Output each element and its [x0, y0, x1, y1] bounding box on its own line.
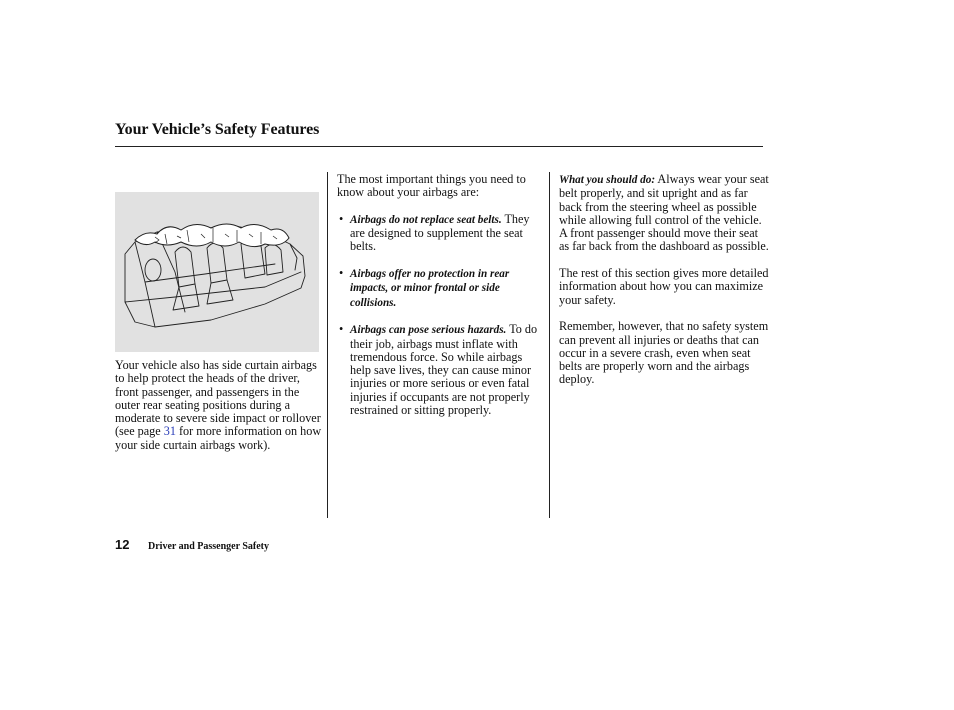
- remember-paragraph: Remember, however, that no safety system can prevent all injuries or deaths that can occur in a severe crash, even when seat belts are properly worn and the airbags deploy.: [559, 319, 769, 387]
- bullet-icon: •: [339, 322, 344, 337]
- footer-section-title: Driver and Passenger Safety: [148, 541, 270, 552]
- middle-column: [337, 173, 543, 431]
- bullet-item: [337, 323, 543, 417]
- bullet-title: Airbags offer no protection in rear impacts, or minor frontal or side collisions.: [350, 268, 510, 309]
- what-you-should-do-paragraph: What you should do: Always wear your seat belt properly, and sit upright and as far back from the steering wheel as possible while allowing full control of the vehicle. A front passenger should move their seat as far back from the dashboard as possible.: [559, 172, 769, 254]
- bullet-body: They are designed to supplement the seat belts.: [350, 211, 530, 254]
- bullet-title: Airbags can pose serious hazards.: [350, 324, 507, 337]
- rest-of-section-paragraph: The rest of this section gives more detailed information about how you can maximize your safety.: [559, 266, 769, 307]
- bullet-icon: •: [339, 266, 344, 281]
- title-rule: [115, 146, 763, 147]
- lead-title: What you should do:: [559, 174, 656, 186]
- left-column: [115, 359, 325, 465]
- right-column: [559, 173, 769, 400]
- page-31-link[interactable]: 31: [163, 424, 176, 439]
- bullet-title: Airbags do not replace seat belts.: [350, 213, 502, 226]
- page-title: Your Vehicle’s Safety Features: [115, 121, 320, 138]
- column-divider-2: [549, 172, 550, 518]
- airbag-intro: The most important things you need to know about your airbags are:: [337, 172, 526, 200]
- bullet-item: [337, 267, 543, 310]
- bullet-icon: •: [339, 211, 344, 226]
- bullet-body: To do their job, airbags must inflate with tremendous force. So while airbags help save lives, they can cause minor injuries or more serious or even fatal injuries if occupants are not properly restrained or sitting properly.: [350, 322, 538, 418]
- column-divider-1: [327, 172, 328, 518]
- car-airbag-illustration: [115, 192, 319, 352]
- page-number: 12: [115, 537, 130, 552]
- bullet-item: [337, 213, 543, 254]
- car-side-curtain-airbag-icon: [115, 192, 319, 352]
- side-curtain-paragraph: Your vehicle also has side curtain airbags to help protect the heads of the driver, front passenger, and passengers in the outer rear seating positions during a moderate to severe side impact or rollover (see page 31 for more information on how your side curtain airbags work).: [115, 358, 322, 452]
